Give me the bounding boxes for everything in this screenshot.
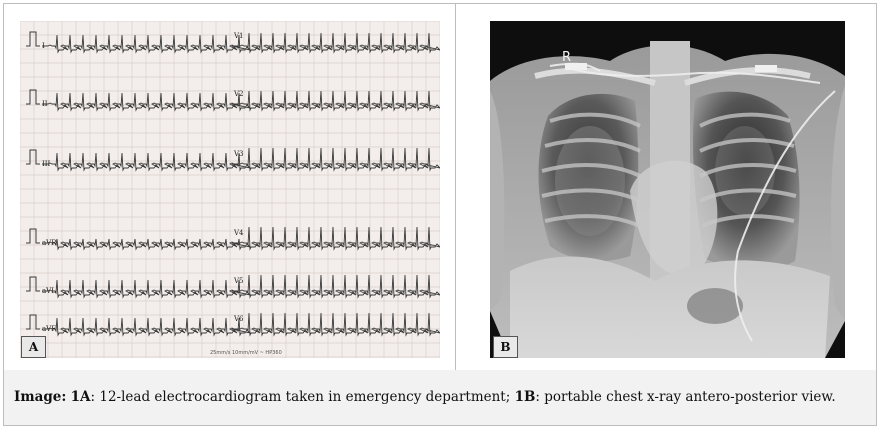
caption-figure-b-text: : portable chest x-ray antero-posterior view. <box>535 389 836 405</box>
caption-figure-a-text: : 12-lead electrocardiogram taken in emergency department; <box>90 389 515 405</box>
figure-panels <box>4 4 876 371</box>
xray-panel <box>490 21 845 358</box>
ecg-lead-label: V5 <box>234 277 244 285</box>
caption-figure-a-id: 1A <box>70 389 91 405</box>
figure <box>3 3 877 426</box>
ecg-footer-text: 25mm/s 10mm/mV ~ HP360 <box>210 350 282 356</box>
panel-a-letter: A <box>21 336 46 358</box>
ecg-panel <box>20 21 440 358</box>
chest-xray-image <box>490 21 845 358</box>
caption-prefix: Image: <box>14 389 67 405</box>
ecg-lead-label: aVR <box>42 239 57 247</box>
caption-figure-b-id: 1B <box>514 389 536 405</box>
ecg-lead-label: V2 <box>234 90 244 98</box>
ecg-lead-label: aVL <box>42 287 56 295</box>
ecg-lead-label: aVF <box>42 325 57 333</box>
panel-divider <box>455 4 456 370</box>
ecg-lead-label: V3 <box>234 150 244 158</box>
figure-caption <box>4 370 876 425</box>
ecg-lead-label: V6 <box>234 315 244 323</box>
xray-side-marker: R <box>562 50 572 65</box>
panel-b-letter: B <box>493 336 518 358</box>
ecg-lead-label: V1 <box>234 32 244 40</box>
ecg-lead-label: III <box>42 160 51 168</box>
ecg-image <box>20 21 440 358</box>
ecg-lead-label: V4 <box>234 229 244 237</box>
ecg-lead-label: I <box>42 42 45 50</box>
ecg-lead-label: II <box>42 100 48 108</box>
